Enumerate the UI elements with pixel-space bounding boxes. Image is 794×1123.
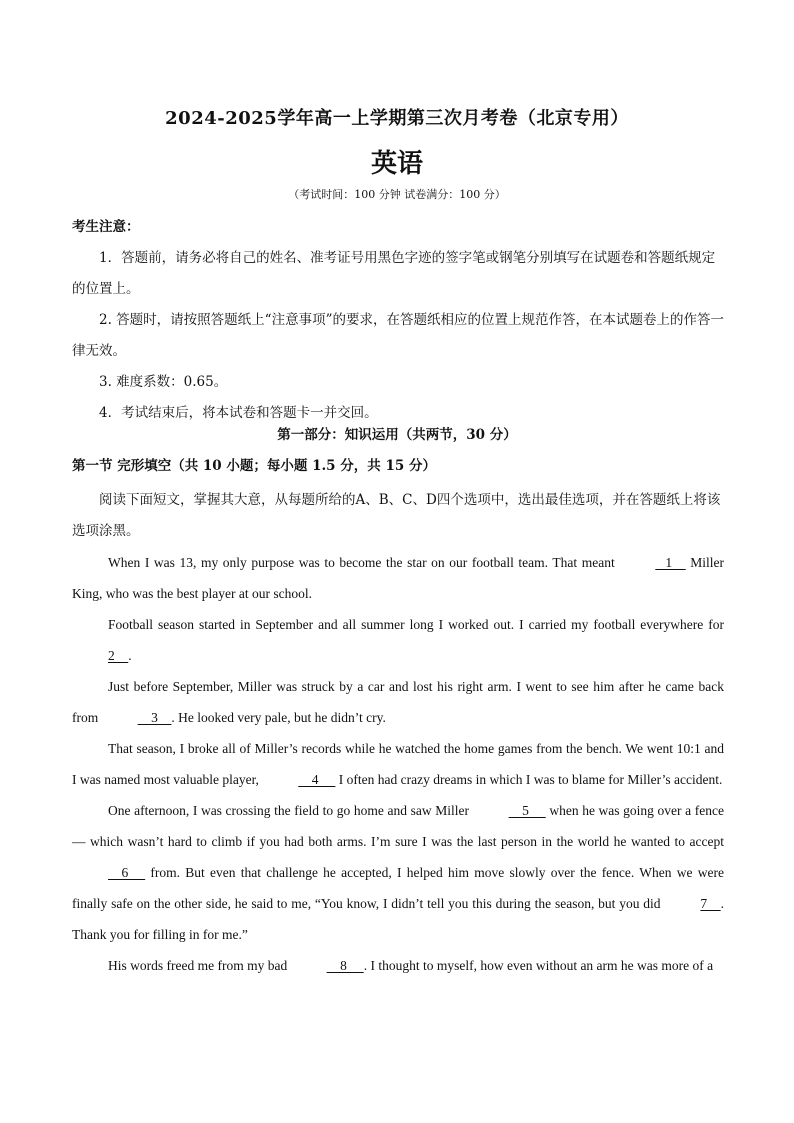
notice-item: 4．考试结束后，将本试卷和答题卡一并交回。 (99, 405, 378, 421)
part-title: 第一部分：知识运用（共两节，30 分） (277, 427, 517, 443)
blank-5: 5 (508, 803, 546, 818)
section-title: 第一节 完形填空（共 10 小题；每小题 1.5 分，共 15 分） (72, 458, 436, 474)
exam-info: （考试时间：100 分钟 试卷满分：100 分） (288, 188, 506, 201)
passage-paragraph: One afternoon, I was crossing the field to go home and saw Miller 5 when he was going over a fence — which wasn’t hard to climb if you had both arms. I’m sure I was the last person in the world he wanted to accept 6 from. But even that challenge he accepted, I helped him move slowly over the fence. When we were finally safe on the other side, he said to me, “You know, I didn’t tell you this during the season, but you did 7 . Thank you for filling in for me.” (72, 795, 724, 950)
notice-item: 3. 难度系数：0.65。 (99, 374, 228, 390)
notice-item: 1．答题前，请务必将自己的姓名、准考证号用黑色字迹的签字笔或钢笔分别填写在试题卷和答题纸规定的位置上。 (72, 250, 716, 297)
blank-7: 7 (700, 896, 721, 911)
blank-8: 8 (326, 958, 364, 973)
blank-6: 6 (108, 865, 146, 880)
subject-title: 英语 (370, 149, 423, 179)
cloze-passage (72, 547, 724, 981)
blank-2: 2 (108, 648, 129, 663)
instructions: 阅读下面短文，掌握其大意，从每题所给的A、B、C、D四个选项中，选出最佳选项，并在答题纸上将该选项涂黑。 (72, 492, 721, 539)
exam-title: 2024-2025学年高一上学期第三次月考卷（北京专用） (165, 108, 629, 129)
passage-paragraph: His words freed me from my bad 8 . I thought to myself, how even without an arm he was more of a (72, 950, 724, 981)
passage-paragraph: Just before September, Miller was struck by a car and lost his right arm. I went to see him after he came back from 3 . He looked very pale, but he didn’t cry. (72, 671, 724, 733)
notice-list (72, 243, 724, 429)
notice-item: 2. 答题时，请按照答题纸上“注意事项”的要求，在答题纸相应的位置上规范作答，在本试题卷上的作答一律无效。 (72, 312, 724, 359)
blank-4: 4 (298, 772, 336, 787)
blank-1: 1 (655, 555, 686, 570)
passage-paragraph: That season, I broke all of Miller’s records while he watched the home games from the bench. We went 10:1 and I was named most valuable player, 4 I often had crazy dreams in which I was to blame for Miller’s accident. (72, 733, 724, 795)
notice-heading: 考生注意： (72, 219, 140, 235)
passage-paragraph: When I was 13, my only purpose was to become the star on our football team. That meant 1 Miller King, who was the best player at our school. (72, 547, 724, 609)
passage-paragraph: Football season started in September and all summer long I worked out. I carried my football everywhere for 2 . (72, 609, 724, 671)
blank-3: 3 (137, 710, 172, 725)
